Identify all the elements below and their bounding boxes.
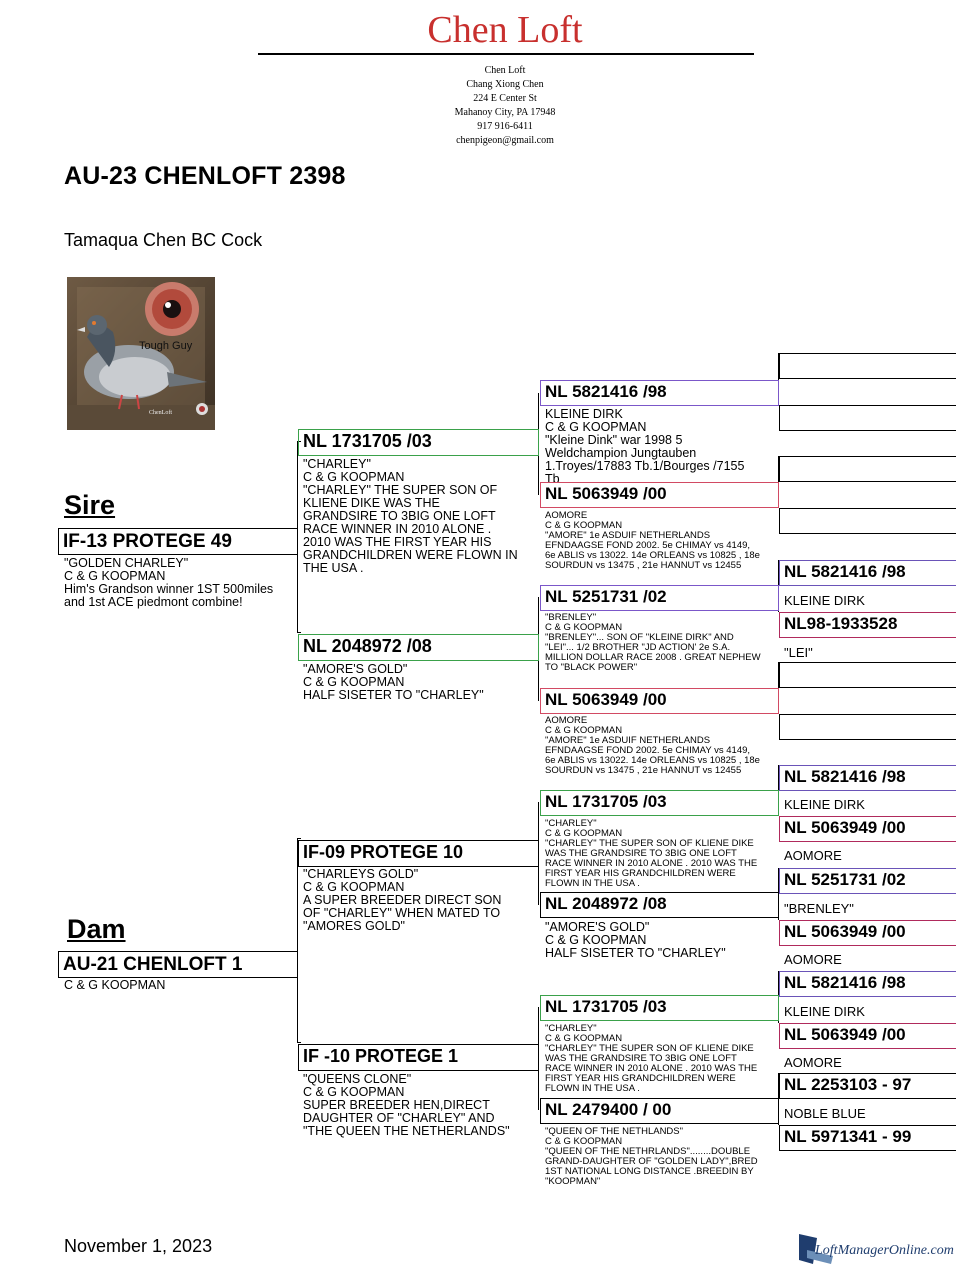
gen4-dam-band: NL 5063949 /00 bbox=[779, 816, 956, 842]
dam-info: C & G KOOPMAN bbox=[64, 978, 166, 992]
gen4-dam-box bbox=[779, 508, 956, 534]
gen4-sire-info: KLEINE DIRK bbox=[784, 797, 865, 812]
dam-dam-band: IF -10 PROTEGE 1 bbox=[298, 1044, 539, 1071]
gen4-sire-band: NL 5821416 /98 bbox=[779, 560, 956, 586]
pigeon-photo bbox=[67, 277, 215, 430]
sds-band: NL 5251731 /02 bbox=[540, 585, 779, 611]
gen4-sire-box bbox=[779, 662, 956, 688]
gen4-sire-info: KLEINE DIRK bbox=[784, 593, 865, 608]
gen4-sire-band: NL 5251731 /02 bbox=[779, 868, 956, 894]
gen4-sire-band: NL 5821416 /98 bbox=[779, 765, 956, 791]
gen4-dam-info: AOMORE bbox=[784, 1055, 842, 1070]
sdd-info: AOMORE C & G KOOPMAN "AMORE" 1e ASDUIF NETHERLANDS EFNDAAGSE FOND 2002. 5e CHIMAY vs 4149, 6e ABLIS vs 13022. 14e ORLEANS vs 10825 , 18e SOURDUN vs 13475 , 21e HANNUT vs 12455 bbox=[545, 715, 760, 776]
ddd-info: "QUEEN OF THE NETHLANDS" C & G KOOPMAN "QUEEN OF THE NETHRLANDS"........DOUBLE GRAND-DAUGHTER OF "GOLDEN LADY",BRED 1ST NATIONAL LONG DISTANCE .BREEDIN BY "KOOPMAN" bbox=[545, 1126, 758, 1187]
bird-name: Tamaqua Chen BC Cock bbox=[64, 230, 263, 250]
gen4-sire-info: NOBLE BLUE bbox=[784, 1106, 866, 1121]
loftmanager-logo bbox=[795, 1228, 955, 1268]
gen4-sire-info: KLEINE DIRK bbox=[784, 1004, 865, 1019]
sire-sire-info: "CHARLEY" C & G KOOPMAN "CHARLEY" THE SUPER SON OF KLIENE DIKE WAS THE GRANDSIRE TO 3BIG ONE LOFT RACE WINNER IN 2010 ALONE . 2010 WAS THE FIRST YEAR HIS GRANDCHILDREN WERE FLOWN IN THE USA . bbox=[303, 457, 518, 575]
gen4-dam-band: NL 5063949 /00 bbox=[779, 1023, 956, 1049]
dds-band: NL 1731705 /03 bbox=[540, 995, 779, 1021]
dam-band: AU-21 CHENLOFT 1 bbox=[58, 951, 298, 978]
ssd-band: NL 5063949 /00 bbox=[540, 482, 779, 508]
sire-info: "GOLDEN CHARLEY" C & G KOOPMAN Him's Grandson winner 1ST 500miles and 1st ACE piedmont combine! bbox=[64, 556, 274, 609]
gen4-dam-info: "LEI" bbox=[784, 645, 813, 660]
gen4-sire-box bbox=[779, 353, 956, 379]
sdd-band: NL 5063949 /00 bbox=[540, 688, 779, 714]
gen4-dam-info: AOMORE bbox=[784, 848, 842, 863]
gen4-sire-band: NL 5821416 /98 bbox=[779, 971, 956, 997]
sire-label: Sire bbox=[64, 490, 116, 520]
gen4-dam-info: AOMORE bbox=[784, 952, 842, 967]
pigeon-illustration bbox=[67, 277, 215, 430]
dam-dam-info: "QUEENS CLONE" C & G KOOPMAN SUPER BREEDER HEN,DIRECT DAUGHTER OF "CHARLEY" AND "THE QUEEN THE NETHERLANDS" bbox=[303, 1072, 510, 1138]
sire-dam-info: "AMORE'S GOLD" C & G KOOPMAN HALF SISETER TO "CHARLEY" bbox=[303, 662, 484, 702]
address-line: 917 916-6411 bbox=[477, 121, 533, 132]
sire-sire-band: NL 1731705 /03 bbox=[298, 429, 539, 456]
gen4-sire-band: NL 2253103 - 97 bbox=[779, 1073, 956, 1099]
gen4-dam-band: NL 5063949 /00 bbox=[779, 920, 956, 946]
dss-band: NL 1731705 /03 bbox=[540, 790, 779, 816]
ssd-info: AOMORE C & G KOOPMAN "AMORE" 1e ASDUIF NETHERLANDS EFNDAAGSE FOND 2002. 5e CHIMAY vs 4149, 6e ABLIS vs 13022. 14e ORLEANS vs 10825 , 18e SOURDUN vs 13475 , 21e HANNUT vs 12455 bbox=[545, 510, 760, 571]
gen4-dam-box bbox=[779, 714, 956, 740]
dsd-band: NL 2048972 /08 bbox=[540, 892, 779, 918]
dsd-info: "AMORE'S GOLD" C & G KOOPMAN HALF SISETER TO "CHARLEY" bbox=[545, 920, 726, 960]
gen4-dam-box bbox=[779, 405, 956, 431]
address-line: Mahanoy City, PA 17948 bbox=[454, 107, 556, 118]
sds-info: "BRENLEY" C & G KOOPMAN "BRENLEY"... SON OF "KLEINE DIRK" AND "LEI"... 1/2 BROTHER "JD ACTION' 2e S.A. MILLION DOLLAR RACE 2008 . GREAT NEPHEW TO "BLACK POWER" bbox=[545, 612, 761, 673]
sss-band: NL 5821416 /98 bbox=[540, 380, 779, 406]
address-line: Chang Xiong Chen bbox=[466, 79, 544, 90]
dam-sire-info: "CHARLEYS GOLD" C & G KOOPMAN A SUPER BREEDER DIRECT SON OF "CHARLEY" WHEN MATED TO "AMORES GOLD" bbox=[303, 867, 502, 933]
gen4-dam-band: NL 5971341 - 99 bbox=[779, 1125, 956, 1151]
sire-band: IF-13 PROTEGE 49 bbox=[58, 528, 298, 555]
sire-dam-band: NL 2048972 /08 bbox=[298, 634, 539, 661]
logo-text: LoftManagerOnline.com bbox=[815, 1243, 954, 1258]
address-line: 224 E Center St bbox=[473, 93, 537, 104]
ddd-band: NL 2479400 / 00 bbox=[540, 1098, 779, 1124]
address-line: chenpigeon@gmail.com bbox=[456, 135, 554, 146]
dds-info: "CHARLEY" C & G KOOPMAN "CHARLEY" THE SUPER SON OF KLIENE DIKE WAS THE GRANDSIRE TO 3BIG ONE LOFT RACE WINNER IN 2010 ALONE . 2010 WAS THE FIRST YEAR HIS GRANDCHILDREN WERE FLOWN IN THE USA . bbox=[545, 1023, 758, 1094]
photo-caption: Tough Guy bbox=[139, 340, 193, 352]
gen4-sire-info: "BRENLEY" bbox=[784, 901, 854, 916]
dam-label: Dam bbox=[67, 914, 126, 944]
sss-info: KLEINE DIRK C & G KOOPMAN "Kleine Dink" war 1998 5 Weldchampion Jungtauben 1.Troyes/17883 Tb.1/Bourges /7155 Tb bbox=[545, 407, 745, 486]
bird-band: AU-23 CHENLOFT 2398 bbox=[64, 162, 346, 190]
pedigree-date: November 1, 2023 bbox=[64, 1236, 213, 1256]
title-divider bbox=[258, 53, 754, 55]
loft-title: Chen Loft bbox=[427, 9, 583, 51]
dss-info: "CHARLEY" C & G KOOPMAN "CHARLEY" THE SUPER SON OF KLIENE DIKE WAS THE GRANDSIRE TO 3BIG ONE LOFT RACE WINNER IN 2010 ALONE . 2010 WAS THE FIRST YEAR HIS GRANDCHILDREN WERE FLOWN IN THE USA . bbox=[545, 818, 758, 889]
address-line: Chen Loft bbox=[484, 65, 526, 76]
dam-sire-band: IF-09 PROTEGE 10 bbox=[298, 840, 539, 867]
gen4-dam-band: NL98-1933528 bbox=[779, 612, 956, 638]
photo-watermark: ChenLoft bbox=[149, 410, 172, 416]
gen4-sire-box bbox=[779, 456, 956, 482]
